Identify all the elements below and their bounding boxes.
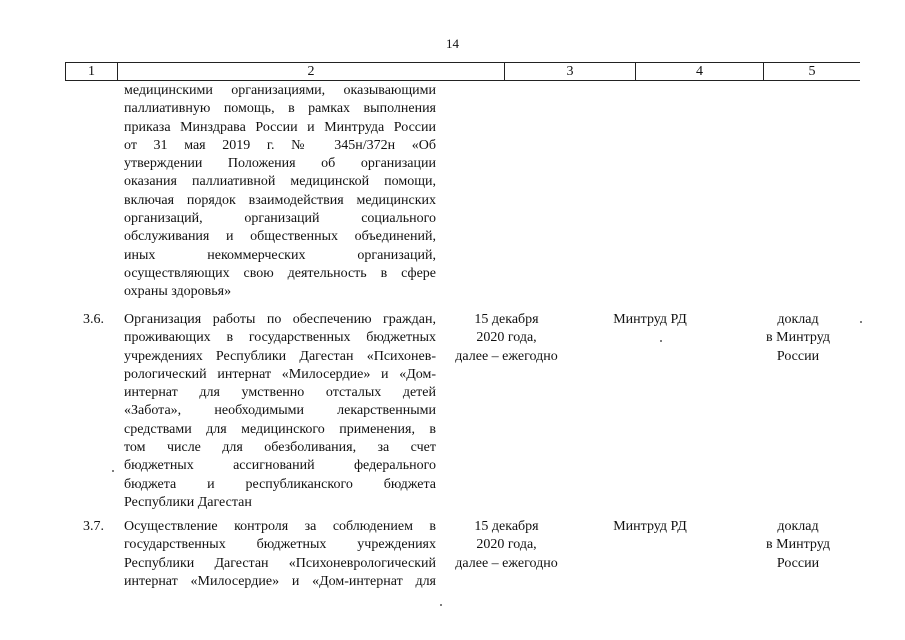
row-deadline (440, 311, 573, 366)
text-line: приказа Минздрава России и Минтруда России (124, 119, 436, 135)
responsible-line: Минтруд РД (613, 312, 687, 327)
row-responsible (585, 311, 715, 329)
header-col-4: 4 (635, 63, 763, 80)
text-line: рологический интернат «Милосердие» и «Дом- (124, 366, 436, 382)
text-line: утверждении Положения об организации (124, 156, 436, 172)
continuation-text (124, 82, 436, 302)
row-number: 3.7. (83, 519, 104, 534)
scan-speck (860, 321, 862, 323)
deadline-line: 15 декабря (474, 312, 539, 327)
text-line: средствами для медицинского применения, в (124, 421, 436, 437)
header-col-1: 1 (65, 63, 117, 80)
text-line: включая порядок взаимодействия медицинских (124, 192, 436, 208)
scan-speck (660, 340, 662, 342)
result-line: России (776, 555, 820, 571)
row-result (748, 311, 848, 366)
text-line: бюджета и республиканского бюджета (124, 476, 436, 492)
text-line: том числе для обезболивания, за счет (124, 440, 436, 456)
text-line: Республики Дагестан «Психоневрологический (124, 555, 436, 571)
text-line: организаций, организаций социального (124, 211, 436, 227)
text-line: бюджетных ассигнований федерального (124, 458, 436, 474)
text-line: интернат «Милосердие» и «Дом-интернат для (124, 573, 436, 589)
row-result (748, 518, 848, 573)
result-line: в Минтруд (766, 330, 830, 346)
row-responsible (585, 518, 715, 536)
text-line: «Забота», необходимыми лекарственными (124, 403, 436, 419)
result-line: в Минтруд (766, 537, 830, 553)
row-deadline (440, 518, 573, 573)
deadline-line: 2020 года, (476, 330, 537, 346)
text-line: от 31 мая 2019 г. № 345н/372н «Об (124, 137, 436, 153)
row-description (124, 311, 436, 512)
text-line: охраны здоровья» (124, 284, 232, 300)
scan-speck (112, 470, 114, 472)
result-line: России (776, 348, 820, 364)
text-line: учреждениях Республики Дагестан «Психонев- (124, 348, 436, 364)
result-line: доклад (777, 312, 819, 327)
header-col-2: 2 (117, 63, 504, 80)
scan-speck (440, 604, 442, 606)
text-line: иных некоммерческих организаций, (124, 247, 436, 263)
row-description (124, 518, 436, 591)
text-line: оказания паллиативной медицинской помощи, (124, 174, 436, 190)
page-number: 14 (446, 36, 459, 51)
header-col-5: 5 (763, 63, 860, 80)
text-line: интернат для умственно отсталых детей (124, 385, 436, 401)
text-line: медицинскими организациями, оказывающими (124, 83, 436, 98)
table-header-row (65, 62, 860, 81)
text-line: Осуществление контроля за соблюдением в (124, 519, 436, 534)
text-line: государственных бюджетных учреждениях (124, 537, 436, 553)
text-line: осуществляющих свою деятельность в сфере (124, 265, 436, 281)
deadline-line: далее – ежегодно (455, 555, 558, 571)
text-line: паллиативную помощь, в рамках выполнения (124, 101, 436, 117)
text-line: Республики Дагестан (124, 494, 252, 510)
deadline-line: 15 декабря (474, 519, 539, 534)
text-line: проживающих в государственных бюджетных (124, 330, 436, 346)
text-line: Организация работы по обеспечению граждан, (124, 312, 436, 327)
result-line: доклад (777, 519, 819, 534)
header-col-3: 3 (504, 63, 635, 80)
row-number: 3.6. (83, 312, 104, 327)
deadline-line: 2020 года, (476, 537, 537, 553)
text-line: обслуживания и общественных объединений, (124, 229, 436, 245)
deadline-line: далее – ежегодно (455, 348, 558, 364)
responsible-line: Минтруд РД (613, 519, 687, 534)
